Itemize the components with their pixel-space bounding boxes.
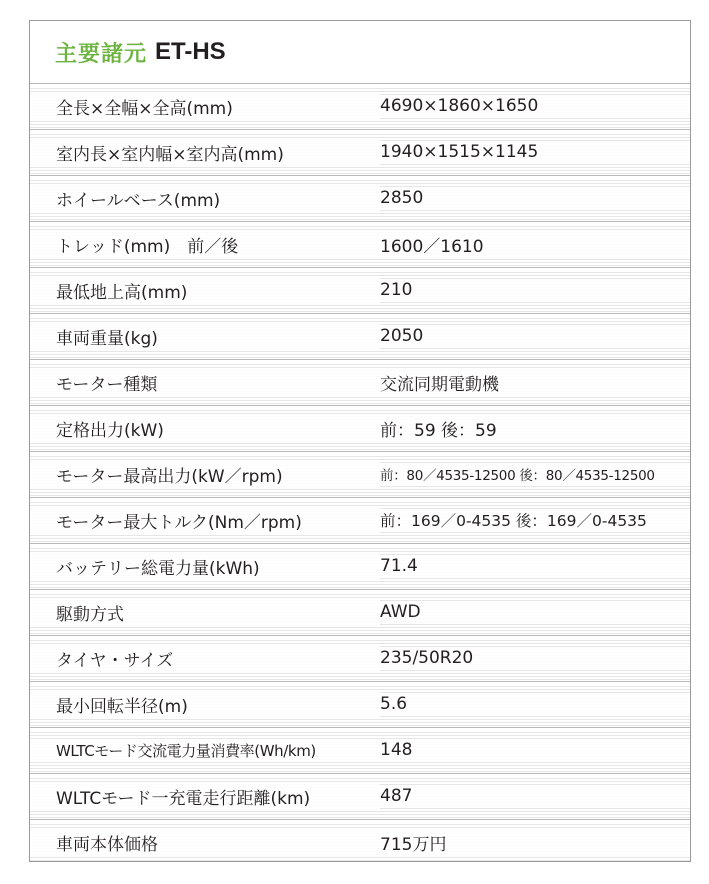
spec-title-jp: 主要諸元 bbox=[55, 41, 148, 67]
spec-row-interior-dimensions bbox=[30, 129, 690, 175]
spec-label: ホイールベース(mm) bbox=[30, 186, 380, 211]
spec-label: 全長×全幅×全高(mm) bbox=[30, 94, 380, 119]
spec-value: 4690×1860×1650 bbox=[380, 96, 690, 116]
spec-row-wheelbase bbox=[30, 175, 690, 221]
spec-value: 2050 bbox=[380, 326, 690, 346]
spec-title-row bbox=[30, 21, 690, 83]
spec-label: 最低地上高(mm) bbox=[30, 278, 380, 303]
spec-value: 1940×1515×1145 bbox=[380, 142, 690, 162]
spec-value: 前：169／0-4535 後：169／0-4535 bbox=[380, 509, 690, 531]
spec-row-price bbox=[30, 819, 690, 862]
spec-value: 前：80／4535-12500 後：80／4535-12500 bbox=[380, 464, 690, 484]
spec-label: 定格出力(kW) bbox=[30, 416, 380, 441]
spec-label: WLTCモード一充電走行距離(km) bbox=[30, 784, 380, 809]
spec-row-max-output bbox=[30, 451, 690, 497]
spec-label: モーター種類 bbox=[30, 370, 380, 395]
spec-value: AWD bbox=[380, 602, 690, 622]
spec-value: 487 bbox=[380, 786, 690, 806]
spec-label: 室内長×室内幅×室内高(mm) bbox=[30, 140, 380, 165]
spec-row-battery-capacity bbox=[30, 543, 690, 589]
spec-row-rated-output bbox=[30, 405, 690, 451]
spec-label: 車両本体価格 bbox=[30, 830, 380, 855]
spec-table-card bbox=[29, 20, 691, 862]
spec-row-overall-dimensions bbox=[30, 83, 690, 129]
spec-row-vehicle-weight bbox=[30, 313, 690, 359]
spec-label: モーター最高出力(kW／rpm) bbox=[30, 462, 380, 487]
spec-label: 駆動方式 bbox=[30, 600, 380, 625]
spec-label: トレッド(mm) 前／後 bbox=[30, 232, 380, 257]
spec-value: 715万円 bbox=[380, 830, 690, 855]
spec-label: タイヤ・サイズ bbox=[30, 646, 380, 671]
spec-row-wltc-consumption bbox=[30, 727, 690, 773]
spec-label: 車両重量(kg) bbox=[30, 324, 380, 349]
spec-row-motor-type bbox=[30, 359, 690, 405]
spec-value: 1600／1610 bbox=[380, 232, 690, 257]
spec-value: 前：59 後：59 bbox=[380, 416, 690, 441]
spec-label: WLTCモード交流電力量消費率(Wh/km) bbox=[30, 740, 380, 761]
spec-label: モーター最大トルク(Nm／rpm) bbox=[30, 508, 380, 533]
spec-row-wltc-range bbox=[30, 773, 690, 819]
spec-row-tire-size bbox=[30, 635, 690, 681]
spec-value: 71.4 bbox=[380, 556, 690, 576]
spec-row-max-torque bbox=[30, 497, 690, 543]
spec-row-drive-system bbox=[30, 589, 690, 635]
spec-label: バッテリー総電力量(kWh) bbox=[30, 554, 380, 579]
spec-row-turning-radius bbox=[30, 681, 690, 727]
spec-value: 235/50R20 bbox=[380, 648, 690, 668]
spec-value: 2850 bbox=[380, 188, 690, 208]
spec-value: 交流同期電動機 bbox=[380, 370, 690, 395]
spec-row-tread bbox=[30, 221, 690, 267]
spec-value: 210 bbox=[380, 280, 690, 300]
spec-value: 5.6 bbox=[380, 694, 690, 714]
spec-label: 最小回転半径(m) bbox=[30, 692, 380, 717]
spec-title-model: ET-HS bbox=[155, 38, 226, 65]
spec-rows bbox=[30, 83, 690, 862]
spec-value: 148 bbox=[380, 740, 690, 760]
spec-row-ground-clearance bbox=[30, 267, 690, 313]
